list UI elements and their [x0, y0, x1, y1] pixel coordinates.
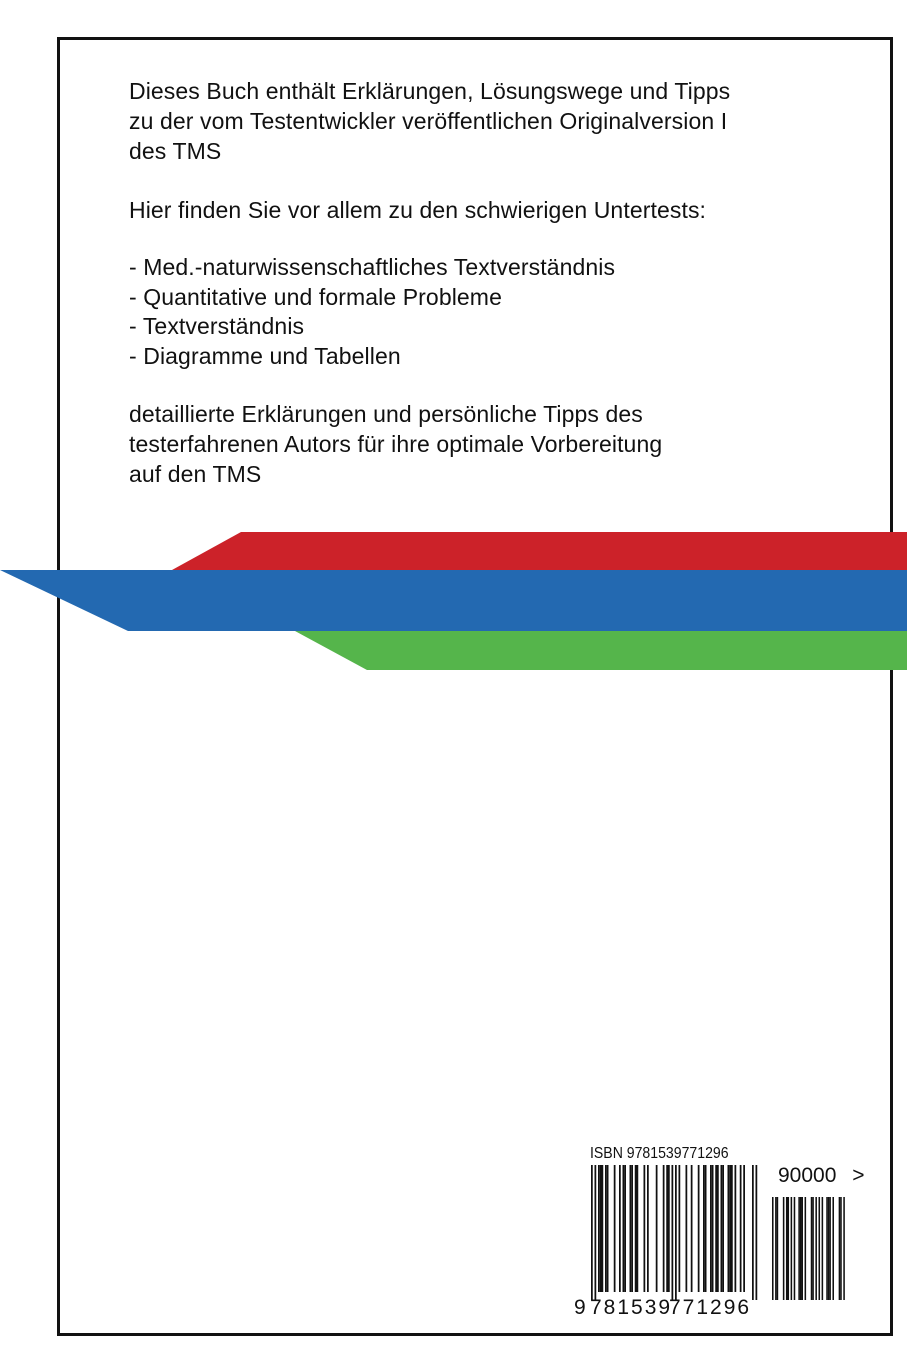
green-stripe [295, 631, 907, 670]
barcode-bar [663, 1165, 665, 1292]
barcode-bar [605, 1165, 607, 1292]
barcode-bar [735, 1165, 737, 1292]
addon-marker: > [852, 1164, 865, 1187]
barcode-bar [624, 1165, 626, 1292]
addon-bar [783, 1197, 785, 1300]
intro-line: zu der vom Testentwickler veröffentlichen Originalversion I [129, 108, 728, 134]
barcode-bar [623, 1165, 625, 1292]
addon-bar [791, 1197, 793, 1300]
addon-bar [772, 1197, 774, 1300]
addon-bar [794, 1197, 796, 1300]
outro-line: testerfahrenen Autors für ihre optimale Vorbereitung [129, 431, 663, 457]
barcode-bar [698, 1165, 700, 1292]
intro-line: Dieses Buch enthält Erklärungen, Lösungswege und Tipps [129, 78, 731, 104]
lead-paragraph [129, 195, 706, 225]
barcode-bar [595, 1165, 597, 1300]
barcode-bar [631, 1165, 633, 1292]
barcode-bars [585, 1142, 885, 1322]
addon-bar [822, 1197, 824, 1300]
barcode-bar [644, 1165, 646, 1292]
red-stripe [172, 532, 907, 570]
barcode-bar [637, 1165, 639, 1292]
outro-line: auf den TMS [129, 461, 262, 487]
outro-line: detaillierte Erklärungen und persönliche Tipps des [129, 401, 643, 427]
addon-bar [829, 1197, 831, 1300]
addon-bar [832, 1197, 834, 1300]
intro-line: des TMS [129, 138, 222, 164]
barcode-bar [614, 1165, 616, 1292]
outro-paragraph [129, 399, 662, 489]
barcode-bar [679, 1165, 681, 1292]
addon-bar [840, 1197, 842, 1300]
barcode-bar [630, 1165, 632, 1292]
barcode-bar [672, 1165, 674, 1300]
barcode-bar [656, 1165, 658, 1292]
barcode-digit-group-1: 781539 [590, 1296, 673, 1319]
barcode-bar [668, 1165, 670, 1292]
barcode-bar [635, 1165, 637, 1292]
addon-bar [788, 1197, 790, 1300]
barcode-bar [729, 1165, 731, 1292]
addon-bar [826, 1197, 828, 1300]
barcode-bar [756, 1165, 758, 1300]
barcode-bar [715, 1165, 717, 1292]
barcode-bar [721, 1165, 723, 1292]
intro-paragraph [129, 76, 730, 166]
barcode-bar [712, 1165, 714, 1292]
list-item: - Med.-naturwissenschaftliches Textverständnis [129, 254, 616, 280]
barcode-bar [600, 1165, 602, 1292]
barcode-digit-group-2: 771296 [669, 1296, 752, 1319]
barcode-bar [722, 1165, 724, 1292]
subtest-list [129, 253, 615, 371]
barcode-bar [752, 1165, 754, 1300]
addon-bar [805, 1197, 807, 1300]
barcode-bar [705, 1165, 707, 1292]
addon-bar [812, 1197, 814, 1300]
barcode-bar [607, 1165, 609, 1292]
list-item: - Quantitative und formale Probleme [129, 283, 502, 310]
addon-bar [800, 1197, 802, 1300]
list-item: - Textverständnis [129, 313, 305, 339]
isbn-label: ISBN 9781539771296 [590, 1145, 729, 1162]
addon-bar [815, 1197, 817, 1300]
barcode-bar [666, 1165, 668, 1292]
addon-bar [819, 1197, 821, 1300]
addon-bar [786, 1197, 788, 1300]
addon-bar [839, 1197, 841, 1300]
barcode-bar [598, 1165, 600, 1292]
barcode-bar [591, 1165, 593, 1300]
barcode-bar [717, 1165, 719, 1292]
lead-text: Hier finden Sie vor allem zu den schwierigen Untertests: [129, 197, 707, 223]
barcode-bar [731, 1165, 733, 1292]
addon-digits: 90000 [778, 1164, 837, 1187]
barcode-bar [743, 1165, 745, 1292]
addon-bar [801, 1197, 803, 1300]
addon-bar [775, 1197, 777, 1300]
blue-stripe [0, 570, 907, 631]
isbn-barcode [574, 1142, 885, 1322]
addon-bar [777, 1197, 779, 1300]
addon-bar [828, 1197, 830, 1300]
barcode-bar [619, 1165, 621, 1292]
addon-bar [798, 1197, 800, 1300]
color-stripes [0, 530, 907, 675]
addon-bar [843, 1197, 845, 1300]
addon-bar [811, 1197, 813, 1300]
barcode-bar [728, 1165, 730, 1292]
barcode-bar [710, 1165, 712, 1292]
barcode-bar [647, 1165, 649, 1292]
barcode-bar [686, 1165, 688, 1292]
barcode-bar [675, 1165, 677, 1300]
barcode-bar [691, 1165, 693, 1292]
barcode-bar [602, 1165, 604, 1292]
barcode-bar [703, 1165, 705, 1292]
barcode-digit-first: 9 [574, 1296, 588, 1319]
barcode-bar [740, 1165, 742, 1292]
list-item: - Diagramme und Tabellen [129, 342, 401, 369]
